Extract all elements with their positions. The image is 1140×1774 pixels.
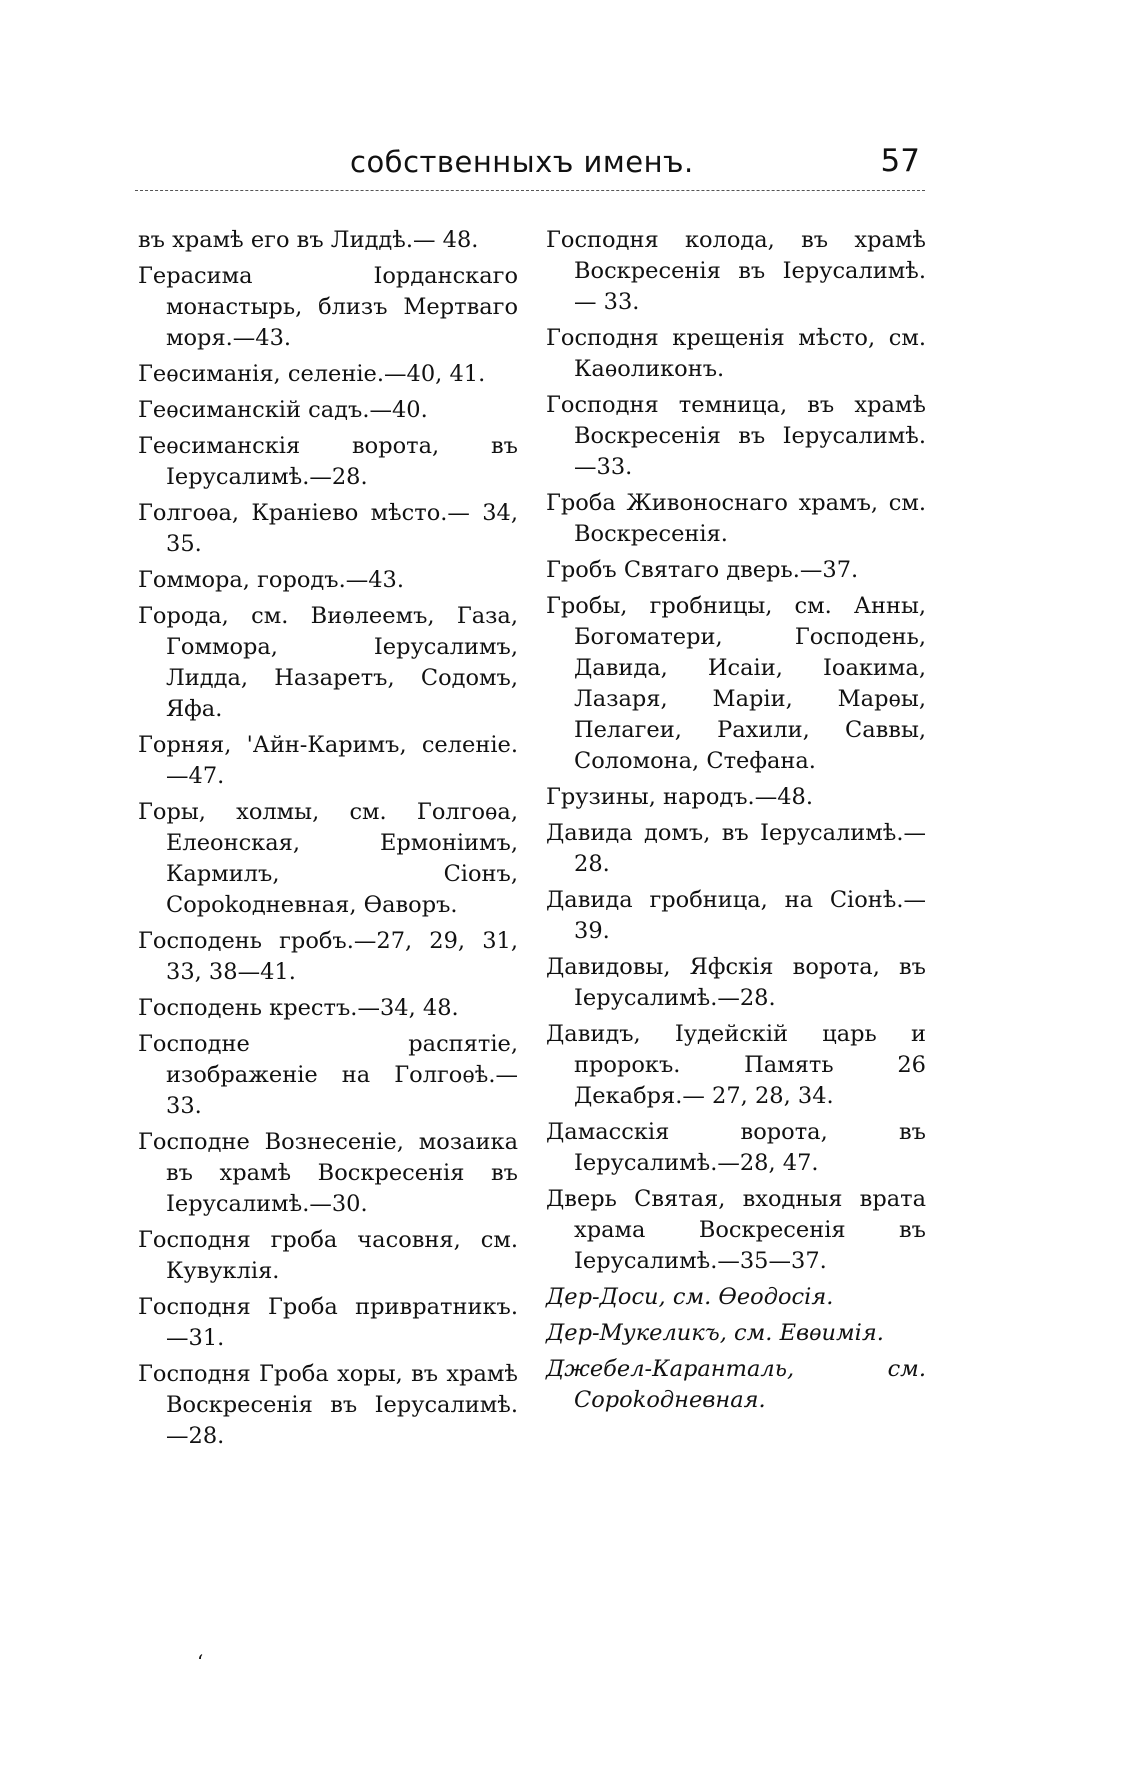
index-entry: Давидъ, Іудейскій царь и пророкъ. Память 26 Декабря.— 27, 28, 34.	[546, 1021, 926, 1109]
index-entry: Давида гробница, на Сіонѣ.— 39.	[546, 887, 926, 944]
index-entry: Геѳсиманскій садъ.—40.	[138, 397, 428, 423]
index-entry: Дамасскія ворота, въ Іерусалимѣ.—28, 47.	[546, 1119, 926, 1176]
index-entry: Давида домъ, въ Іерусалимѣ.— 28.	[546, 820, 926, 877]
index-entry: Господня гроба часовня, см. Кувуклія.	[138, 1227, 518, 1284]
index-entry: Джебел-Каранталь, см. Сороkодневная.	[546, 1356, 926, 1413]
index-entry: Господень крестъ.—34, 48.	[138, 995, 459, 1021]
index-entry: Господня колода, въ храмѣ Воскресенія въ Іерусалимѣ.— 33.	[546, 227, 926, 315]
index-entry: Господня Гроба привратникъ.—31.	[138, 1294, 518, 1351]
index-entry: Геѳсиманія, селеніе.—40, 41.	[138, 361, 486, 387]
index-entry: Гробы, гробницы, см. Анны, Богоматери, Господень, Давида, Исаіи, Іоакима, Лазаря, Маріи, Марѳы, Пелагеи, Рахили, Саввы, Соломона, Стефана.	[546, 593, 926, 774]
index-entry: Дер-Мукеликъ, см. Евѳимія.	[546, 1320, 884, 1346]
index-entry: Города, см. Виѳлеемъ, Газа, Гоммора, Іерусалимъ, Лидда, Назаретъ, Содомъ, Яфа.	[138, 603, 518, 722]
index-entry: Голгоѳа, Краніево мѣсто.— 34, 35.	[138, 500, 518, 557]
stray-print-mark: ‘	[197, 1650, 204, 1674]
index-entry: Геѳсиманскія ворота, въ Іерусалимѣ.—28.	[138, 433, 518, 490]
index-entry: Грузины, народъ.—48.	[546, 784, 813, 810]
index-entry: Господня крещенія мѣсто, см. Каѳоликонъ.	[546, 325, 926, 382]
index-entry: Гробъ Святаго дверь.—37.	[546, 557, 859, 583]
index-entry: Горы, холмы, см. Голгоѳа, Елеонская, Ермоніимъ, Кармилъ, Сіонъ, Сороkодневная, Ѳаворъ.	[138, 799, 518, 918]
page-number: 57	[880, 143, 920, 179]
index-entry: Господне Вознесеніе, мозаика въ храмѣ Воскресенія въ Іерусалимѣ.—30.	[138, 1129, 518, 1217]
right-column	[546, 225, 926, 1421]
index-entry: Гоммора, городъ.—43.	[138, 567, 405, 593]
running-header	[135, 145, 925, 185]
index-entry: Гроба Живоноснаго храмъ, см. Воскресенія.	[546, 490, 926, 547]
index-entry: Дер-Доси, см. Ѳеодосія.	[546, 1284, 834, 1310]
index-entry: Господня темница, въ храмѣ Воскресенія въ Іерусалимѣ.—33.	[546, 392, 926, 480]
left-column	[138, 225, 518, 1457]
header-rule	[135, 190, 925, 191]
index-entry: въ храмѣ его въ Лиддѣ.— 48.	[138, 227, 479, 253]
index-entry: Герасима Іорданскаго монастырь, близъ Мертваго моря.—43.	[138, 263, 518, 351]
index-entry: Горняя, 'Айн-Каримъ, селеніе.—47.	[138, 732, 518, 789]
index-entry: Дверь Святая, входныя врата храма Воскресенія въ Іерусалимѣ.—35—37.	[546, 1186, 926, 1274]
index-entry: Господня Гроба хоры, въ храмѣ Воскресенія въ Іерусалимѣ.—28.	[138, 1361, 518, 1449]
index-entry: Господень гробъ.—27, 29, 31, 33, 38—41.	[138, 928, 518, 985]
index-entry: Давидовы, Яфскія ворота, въ Іерусалимѣ.—28.	[546, 954, 926, 1011]
index-entry: Господне распятіе, изображеніе на Голгоѳѣ.—33.	[138, 1031, 518, 1119]
page-title: собственныхъ именъ.	[350, 145, 694, 179]
